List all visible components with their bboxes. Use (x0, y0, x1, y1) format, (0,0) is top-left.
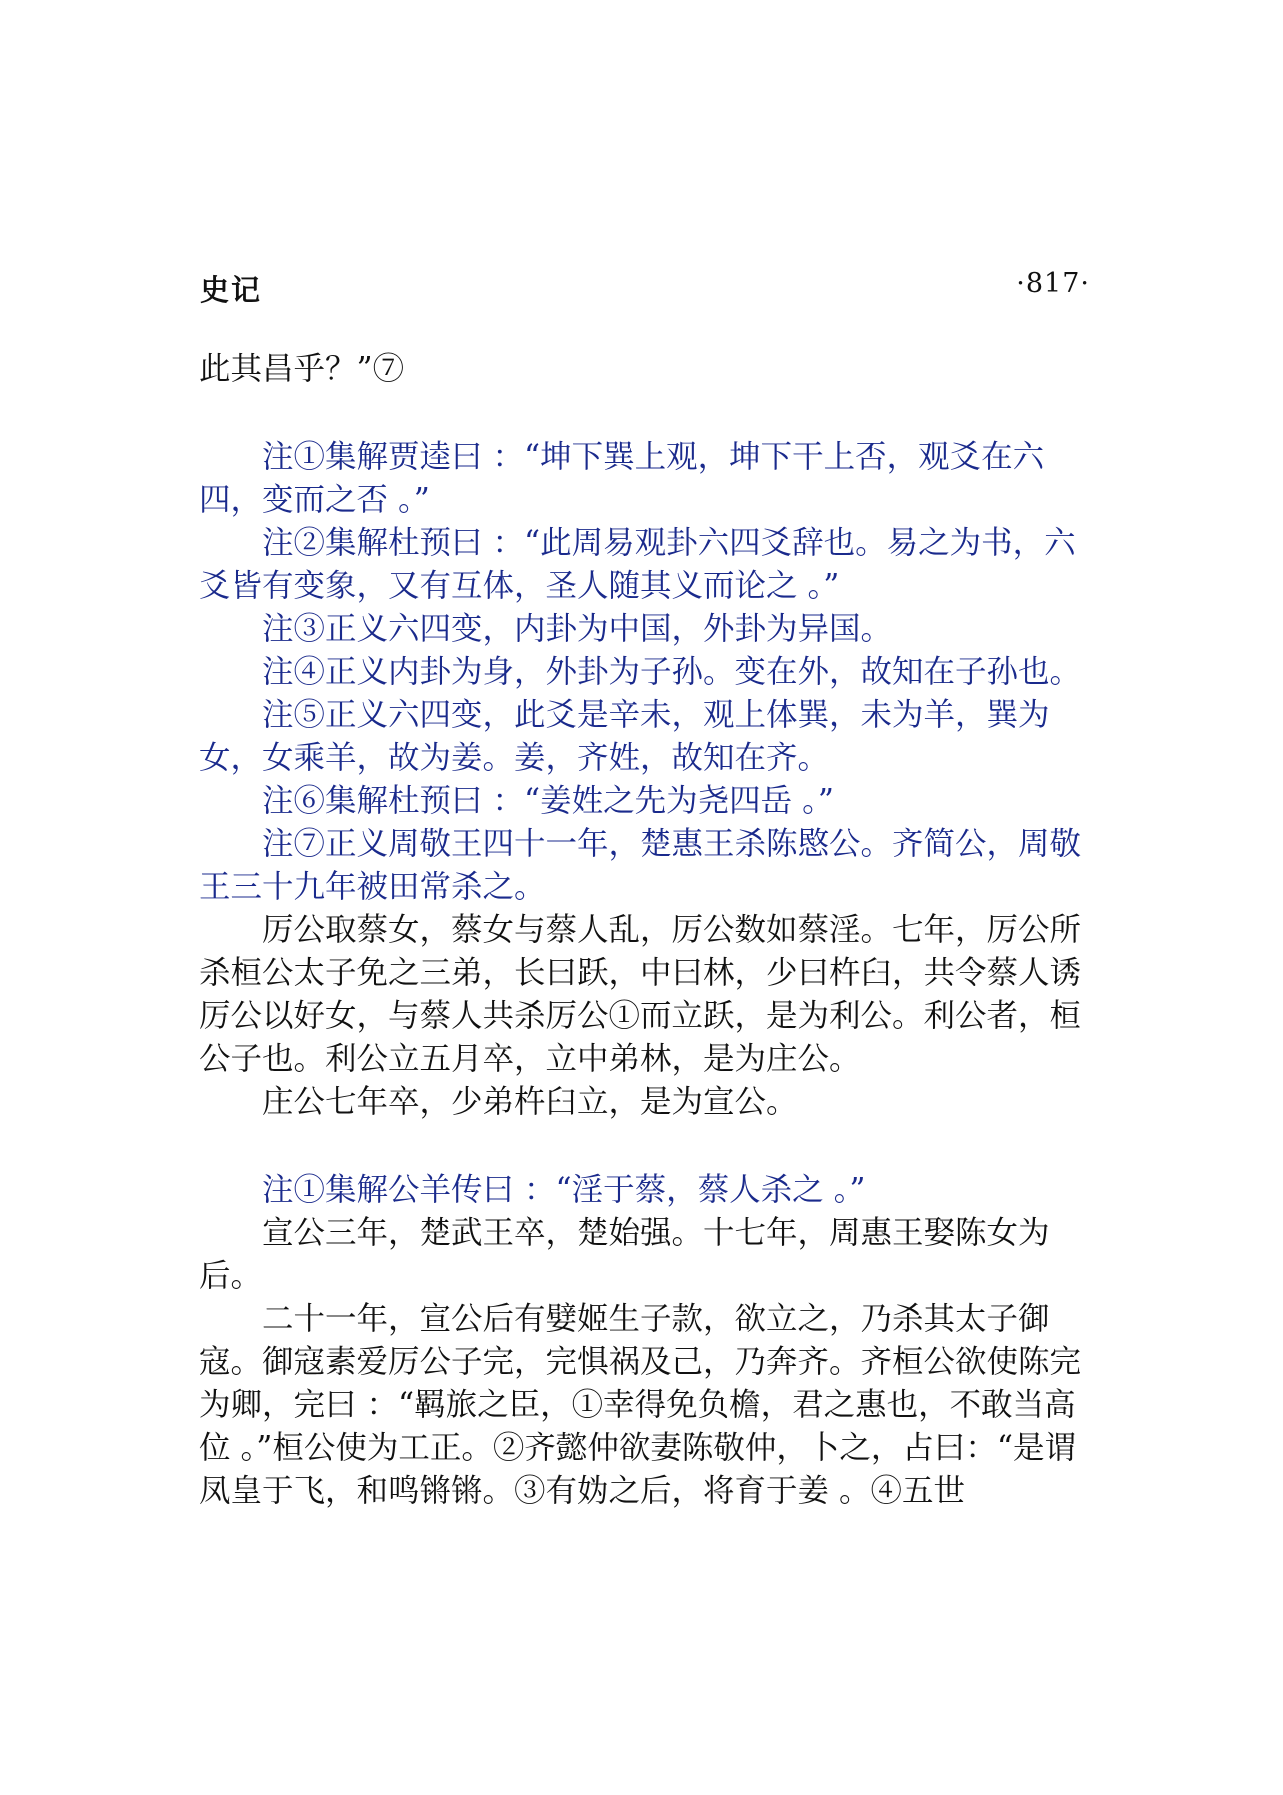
note-paragraph: 注③正义六四变，内卦为中国，外卦为异国。 (262, 611, 893, 647)
note-paragraph: 注②集解杜预曰 ：“此周易观卦六四爻辞也。易之为书，六爻皆有变象，又有互体，圣人随其义而论之 。” (199, 525, 1076, 604)
body-paragraph: 宣公三年，楚武王卒，楚始强。十七年，周惠王娶陈女为后。 (199, 1215, 1050, 1294)
body-paragraph: 厉公取蔡女，蔡女与蔡人乱，厉公数如蔡淫。七年，厉公所杀桓公太子免之三弟，长曰跃，中曰林，少曰杵臼，共令蔡人诱厉公以好女，与蔡人共杀厉公①而立跃，是为利公。利公者，桓公子也。利公立五月卒，立中弟林，是为庄公。 (199, 912, 1082, 1077)
body-paragraph: 二十一年，宣公后有嬖姬生子款，欲立之，乃杀其太子御寇。御寇素爱厉公子完，完惧祸及己，乃奔齐。齐桓公欲使陈完为卿，完曰 ：“羁旅之臣，①幸得免负檐，君之惠也，不敢当高位 。”桓公使为工正。②齐懿仲欲妻陈敬仲，卜之，占曰：“是谓凤皇于飞，和鸣锵锵。③有妫之后，将育于姜 。④五世 (199, 1301, 1082, 1509)
note-paragraph: 注⑦正义周敬王四十一年，楚惠王杀陈愍公。齐简公，周敬王三十九年被田常杀之。 (199, 826, 1082, 905)
note-paragraph: 注⑥集解杜预曰 ：“姜姓之先为尧四岳 。” (262, 783, 834, 819)
body-paragraph: 庄公七年卒，少弟杵臼立，是为宣公。 (262, 1084, 798, 1120)
note-paragraph: 注①集解公羊传曰 ：“淫于蔡，蔡人杀之 。” (262, 1172, 866, 1208)
page-body (199, 348, 1099, 1513)
body-paragraph: 此其昌乎？”⑦ (199, 351, 405, 387)
paragraph-gap (199, 1124, 1099, 1169)
note-paragraph: 注①集解贾逵曰 ：“坤下巽上观，坤下干上否，观爻在六四，变而之否 。” (199, 439, 1045, 518)
paragraph-gap (199, 391, 1099, 436)
book-title: 史记 (200, 273, 263, 307)
note-paragraph: 注⑤正义六四变，此爻是辛未，观上体巽，未为羊，巽为女，女乘羊，故为姜。姜，齐姓，故知在齐。 (199, 697, 1050, 776)
page-header (200, 268, 1090, 308)
page-number: ·817· (1016, 268, 1090, 299)
note-paragraph: 注④正义内卦为身，外卦为子孙。变在外，故知在子孙也。 (262, 654, 1082, 690)
